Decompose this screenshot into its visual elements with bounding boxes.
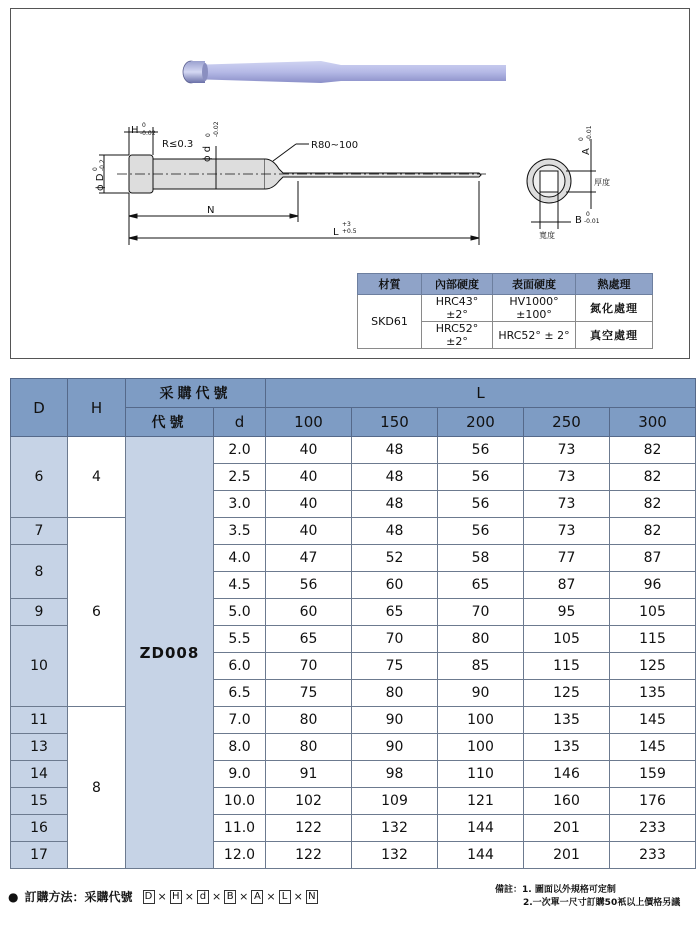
- cell-price: 87: [610, 545, 696, 572]
- cell-price: 65: [266, 626, 352, 653]
- cell-price: 40: [266, 437, 352, 464]
- cell-price: 48: [352, 491, 438, 518]
- spec-treatment: 真空處理: [576, 322, 653, 349]
- price-table: [10, 378, 696, 869]
- cell-d: 8.0: [214, 734, 266, 761]
- cell-price: 73: [524, 437, 610, 464]
- bullet-icon: ●: [8, 889, 19, 904]
- cell-price: 90: [438, 680, 524, 707]
- order-box: d: [197, 890, 209, 904]
- spec-header-surface-hardness: 表面硬度: [493, 274, 576, 295]
- cell-D: 13: [11, 734, 68, 761]
- spec-header-heat-treatment: 熱處理: [576, 274, 653, 295]
- header-purchase-code: 采購代號: [126, 379, 266, 408]
- cell-H: 8: [68, 707, 126, 869]
- cell-price: 159: [610, 761, 696, 788]
- n-label: N: [207, 205, 215, 216]
- cell-D: 15: [11, 788, 68, 815]
- cell-price: 65: [438, 572, 524, 599]
- cell-price: 95: [524, 599, 610, 626]
- phi-d-label: ϕ d: [202, 145, 213, 162]
- header-D: D: [11, 379, 68, 437]
- cell-price: 80: [266, 734, 352, 761]
- note-label: 備註：: [495, 885, 523, 895]
- cell-D: 7: [11, 518, 68, 545]
- cell-price: 135: [524, 734, 610, 761]
- cell-price: 233: [610, 815, 696, 842]
- cell-price: 40: [266, 491, 352, 518]
- cell-price: 60: [266, 599, 352, 626]
- cell-price: 100: [438, 734, 524, 761]
- cell-price: 98: [352, 761, 438, 788]
- width-label: 寬度: [539, 231, 555, 240]
- phi-D-label: ϕ D: [95, 173, 106, 191]
- cell-d: 7.0: [214, 707, 266, 734]
- cell-price: 82: [610, 437, 696, 464]
- cell-price: 102: [266, 788, 352, 815]
- cell-price: 87: [524, 572, 610, 599]
- order-box: L: [279, 890, 291, 904]
- cell-price: 77: [524, 545, 610, 572]
- cell-price: 85: [438, 653, 524, 680]
- header-length: 250: [524, 408, 610, 437]
- cell-price: 80: [266, 707, 352, 734]
- cell-price: 201: [524, 815, 610, 842]
- cell-price: 105: [610, 599, 696, 626]
- svg-text:-0.2: -0.2: [99, 159, 106, 171]
- svg-text:0: 0: [578, 137, 585, 141]
- cell-code: ZD008: [126, 437, 214, 869]
- cell-d: 5.0: [214, 599, 266, 626]
- svg-text:+0.5: +0.5: [342, 228, 357, 235]
- cell-H: 4: [68, 437, 126, 518]
- order-box: N: [306, 890, 318, 904]
- cell-d: 4.5: [214, 572, 266, 599]
- cell-price: 176: [610, 788, 696, 815]
- spec-surface: HRC52° ± 2°: [493, 322, 576, 349]
- cell-price: 82: [610, 518, 696, 545]
- cell-price: 115: [524, 653, 610, 680]
- order-box: D: [143, 890, 155, 904]
- cell-price: 75: [352, 653, 438, 680]
- cell-price: 135: [524, 707, 610, 734]
- cell-price: 125: [524, 680, 610, 707]
- cell-price: 65: [352, 599, 438, 626]
- cell-price: 56: [438, 464, 524, 491]
- cell-price: 145: [610, 707, 696, 734]
- svg-text:0: 0: [92, 167, 99, 171]
- cell-price: 135: [610, 680, 696, 707]
- cell-price: 110: [438, 761, 524, 788]
- cell-price: 47: [266, 545, 352, 572]
- cell-D: 17: [11, 842, 68, 869]
- note-2: 2.一次單一尺寸訂購50衹以上價格另議: [523, 898, 681, 908]
- spec-material: SKD61: [358, 295, 422, 349]
- cell-price: 48: [352, 464, 438, 491]
- cell-price: 144: [438, 842, 524, 869]
- cell-D: 8: [11, 545, 68, 599]
- cell-price: 91: [266, 761, 352, 788]
- svg-text:0: 0: [142, 122, 146, 129]
- cell-D: 10: [11, 626, 68, 707]
- cell-price: 70: [266, 653, 352, 680]
- cell-price: 115: [610, 626, 696, 653]
- cell-price: 52: [352, 545, 438, 572]
- cell-price: 100: [438, 707, 524, 734]
- cell-price: 75: [266, 680, 352, 707]
- spec-inner: HRC43°±2°: [422, 295, 493, 322]
- header-L: L: [266, 379, 696, 408]
- order-box: H: [170, 890, 182, 904]
- cell-price: 82: [610, 491, 696, 518]
- table-row: [11, 437, 696, 464]
- cell-price: 144: [438, 815, 524, 842]
- cell-price: 73: [524, 464, 610, 491]
- spec-header-inner-hardness: 內部硬度: [422, 274, 493, 295]
- cell-H: 6: [68, 518, 126, 707]
- cell-price: 58: [438, 545, 524, 572]
- cell-price: 125: [610, 653, 696, 680]
- cell-price: 80: [352, 680, 438, 707]
- cell-price: 70: [438, 599, 524, 626]
- order-box: B: [224, 890, 236, 904]
- cell-price: 56: [438, 518, 524, 545]
- cell-price: 90: [352, 707, 438, 734]
- cell-price: 201: [524, 842, 610, 869]
- cell-price: 73: [524, 491, 610, 518]
- r80-label: R80~100: [311, 140, 359, 151]
- cell-price: 48: [352, 437, 438, 464]
- cell-price: 121: [438, 788, 524, 815]
- cell-D: 9: [11, 599, 68, 626]
- cell-d: 5.5: [214, 626, 266, 653]
- cell-d: 4.0: [214, 545, 266, 572]
- order-label: 訂購方法：采購代號: [24, 890, 133, 904]
- price-table-body: [11, 437, 696, 869]
- radius-label: R≤0.3: [162, 139, 194, 150]
- cell-price: 82: [610, 464, 696, 491]
- pin-side-view: [99, 127, 486, 245]
- header-code: 代號: [126, 408, 214, 437]
- cell-d: 12.0: [214, 842, 266, 869]
- spec-treatment: 氮化處理: [576, 295, 653, 322]
- spec-inner: HRC52°±2°: [422, 322, 493, 349]
- order-method: ● 訂購方法：采購代號 D × H × d × B × A × L × N: [8, 888, 318, 905]
- svg-text:-0.02: -0.02: [213, 121, 220, 137]
- cell-D: 6: [11, 437, 68, 518]
- header-d: d: [214, 408, 266, 437]
- cell-d: 9.0: [214, 761, 266, 788]
- cell-price: 90: [352, 734, 438, 761]
- spec-surface: HV1000°±100°: [493, 295, 576, 322]
- cell-price: 122: [266, 815, 352, 842]
- svg-text:0: 0: [205, 133, 212, 137]
- cell-D: 16: [11, 815, 68, 842]
- spec-header-material: 材質: [358, 274, 422, 295]
- table-row: [11, 707, 696, 734]
- material-spec-table: [357, 273, 653, 349]
- header-length: 100: [266, 408, 352, 437]
- l-label: L: [333, 227, 339, 238]
- cell-price: 40: [266, 464, 352, 491]
- cell-price: 73: [524, 518, 610, 545]
- cell-d: 3.5: [214, 518, 266, 545]
- cell-d: 2.0: [214, 437, 266, 464]
- note-1: 1. 圖面以外規格可定制: [522, 885, 616, 895]
- cell-price: 122: [266, 842, 352, 869]
- pin-photo: [183, 61, 506, 83]
- header-length: 200: [438, 408, 524, 437]
- svg-text:-0.02: -0.02: [140, 130, 156, 137]
- cell-price: 56: [438, 437, 524, 464]
- svg-text:-0.01: -0.01: [586, 125, 593, 141]
- cell-price: 80: [438, 626, 524, 653]
- cell-price: 105: [524, 626, 610, 653]
- cell-price: 70: [352, 626, 438, 653]
- cell-price: 146: [524, 761, 610, 788]
- cell-price: 145: [610, 734, 696, 761]
- h-label: H: [131, 125, 139, 136]
- table-row: [11, 518, 696, 545]
- cell-price: 56: [438, 491, 524, 518]
- order-box: A: [251, 890, 263, 904]
- cell-price: 109: [352, 788, 438, 815]
- cell-price: 56: [266, 572, 352, 599]
- cell-price: 48: [352, 518, 438, 545]
- cell-d: 3.0: [214, 491, 266, 518]
- thickness-label: 厚度: [594, 178, 610, 187]
- b-label: B: [575, 215, 582, 226]
- svg-text:+3: +3: [342, 221, 351, 228]
- cell-price: 40: [266, 518, 352, 545]
- cell-d: 2.5: [214, 464, 266, 491]
- cell-d: 6.0: [214, 653, 266, 680]
- cell-D: 14: [11, 761, 68, 788]
- cell-D: 11: [11, 707, 68, 734]
- cell-d: 11.0: [214, 815, 266, 842]
- header-H: H: [68, 379, 126, 437]
- cell-price: 60: [352, 572, 438, 599]
- cell-price: 233: [610, 842, 696, 869]
- cell-price: 160: [524, 788, 610, 815]
- cell-price: 132: [352, 815, 438, 842]
- cell-price: 132: [352, 842, 438, 869]
- cell-d: 10.0: [214, 788, 266, 815]
- cell-d: 6.5: [214, 680, 266, 707]
- header-length: 150: [352, 408, 438, 437]
- a-label: A: [581, 148, 592, 155]
- header-length: 300: [610, 408, 696, 437]
- notes: [495, 884, 680, 910]
- svg-text:-0.01: -0.01: [584, 218, 600, 225]
- svg-text:0: 0: [586, 211, 590, 218]
- cell-price: 96: [610, 572, 696, 599]
